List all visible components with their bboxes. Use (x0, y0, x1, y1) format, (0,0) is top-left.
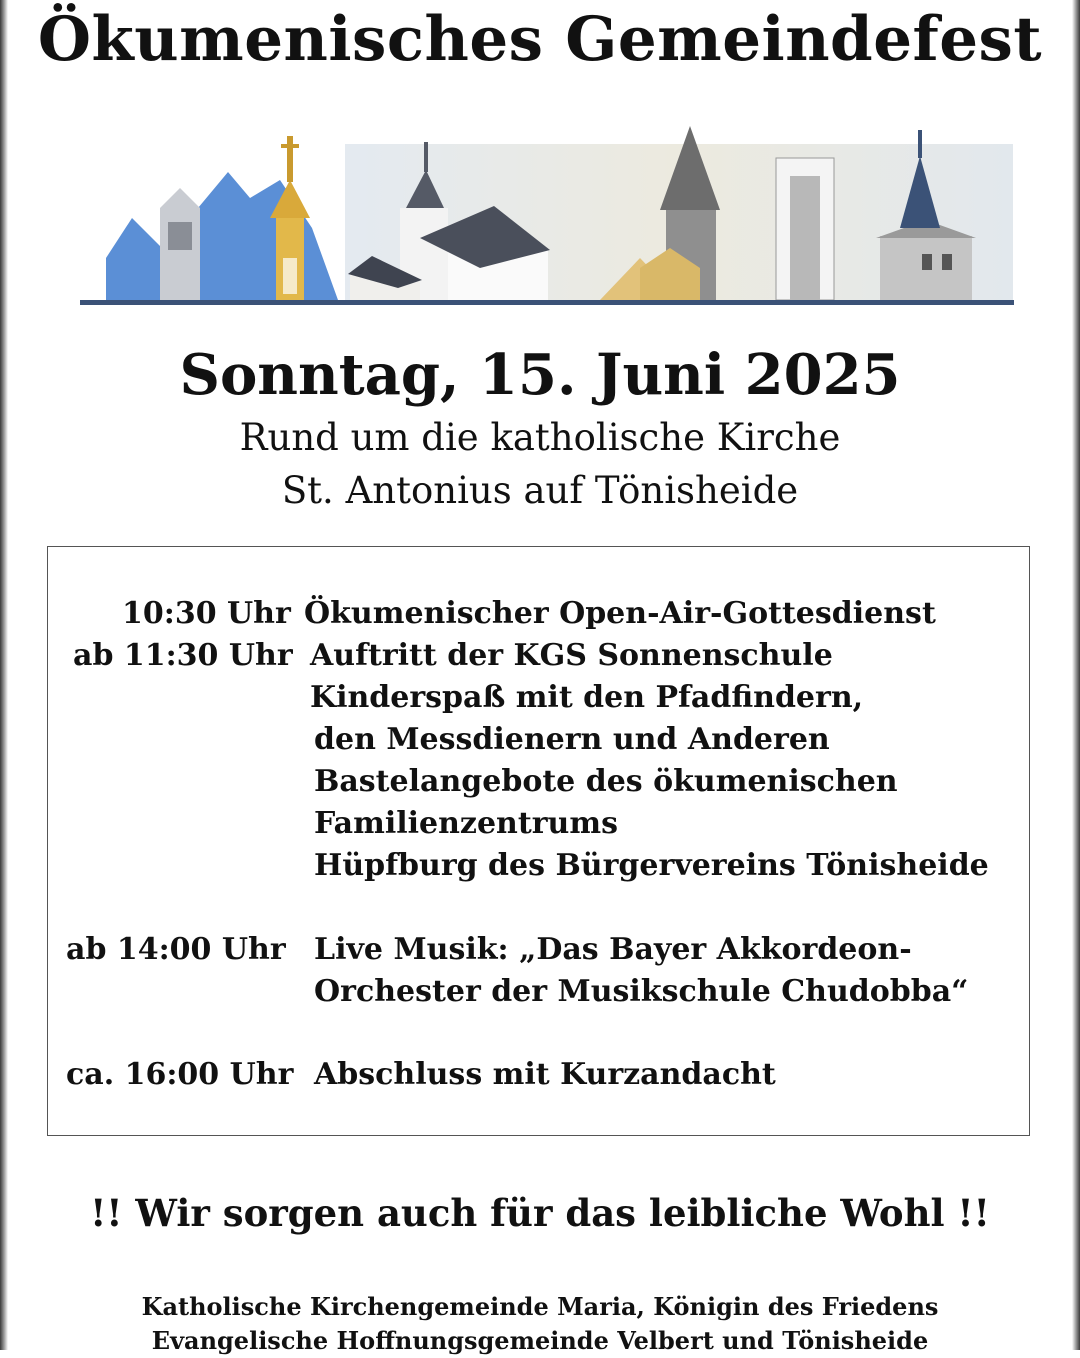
program-item: Kinderspaß mit den Pfadfindern, (310, 680, 864, 715)
event-date: Sonntag, 15. Juni 2025 (179, 342, 901, 408)
program-item: Bastelangebote des ökumenischen (314, 764, 898, 799)
program-item: Hüpfburg des Bürgervereins Tönisheide (314, 848, 989, 883)
program-time: ab 14:00 Uhr (66, 932, 286, 967)
program-item: Live Musik: „Das Bayer Akkordeon- (314, 932, 912, 967)
page-edge-left (0, 0, 8, 1350)
program-time: ca. 16:00 Uhr (66, 1057, 294, 1092)
church-skyline-logo (80, 118, 1014, 308)
program-time: ab 11:30 Uhr (73, 638, 293, 673)
flyer-title: Ökumenisches Gemeindefest (37, 4, 1043, 75)
program-item: Auftritt der KGS Sonnenschule (310, 638, 833, 673)
event-location-line2: St. Antonius auf Tönisheide (281, 469, 799, 512)
page-edge-right (1072, 0, 1080, 1350)
event-location-line1: Rund um die katholische Kirche (239, 416, 841, 459)
program-item: Abschluss mit Kurzandacht (314, 1057, 776, 1092)
program-box (47, 546, 1030, 1136)
program-time: 10:30 Uhr (122, 596, 291, 631)
organizer-protestant: Evangelische Hoffnungsgemeinde Velbert und Tönisheide (151, 1326, 929, 1355)
program-item: Ökumenischer Open-Air-Gottesdienst (304, 596, 936, 631)
catering-note: !! Wir sorgen auch für das leibliche Wohl !! (90, 1191, 990, 1235)
program-item: den Messdienern und Anderen (314, 722, 830, 757)
program-item: Familienzentrums (314, 806, 618, 841)
organizer-catholic: Katholische Kirchengemeinde Maria, Königin des Friedens (141, 1292, 939, 1321)
program-item: Orchester der Musikschule Chudobba“ (314, 974, 969, 1009)
